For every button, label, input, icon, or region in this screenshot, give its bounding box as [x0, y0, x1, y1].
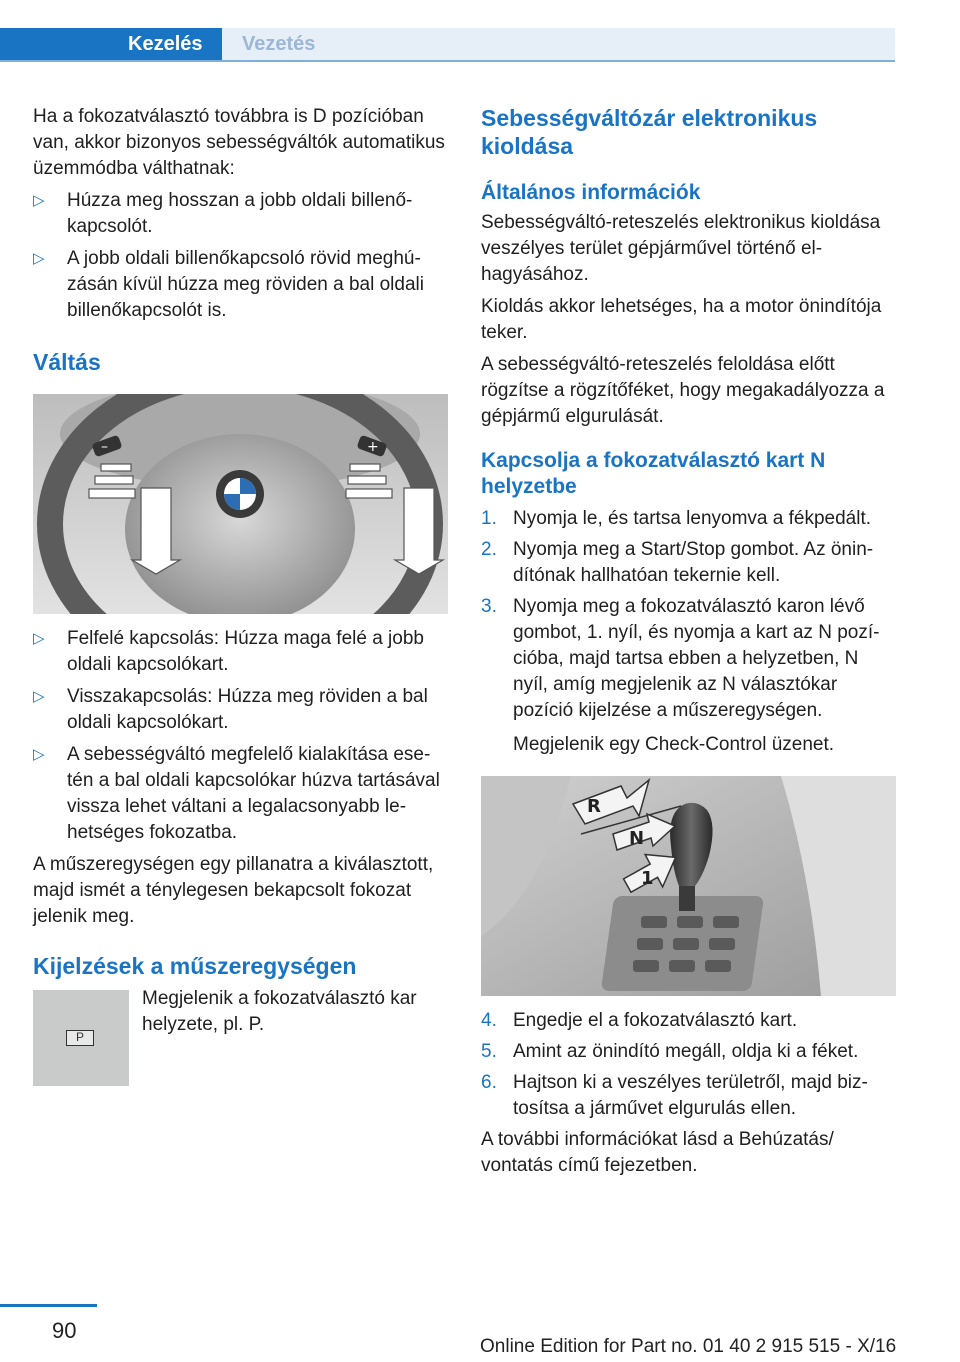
step-item [481, 537, 896, 589]
step-number: 3. [481, 596, 497, 617]
gear-selector-illustration [481, 776, 896, 996]
arrow-r-label: R [587, 796, 601, 817]
arrow-n-label: N [629, 828, 645, 849]
steering-wheel-image [33, 394, 448, 614]
step-item [481, 1070, 896, 1122]
bullet-item [33, 626, 448, 678]
bullet-text: Visszakapcsolás: Húzza meg röviden a bal oldali kapcsolókart. [67, 686, 428, 733]
header-tabs [0, 0, 895, 62]
triangle-bullet-icon: ▷ [33, 688, 45, 705]
bullet-item [33, 684, 448, 736]
step-number: 6. [481, 1072, 497, 1093]
general-paragraph-3: A sebességváltó-reteszelés feloldása előtt rögzítse a rögzítőféket, hogy megakadályozza a gépjármű elgurulását. [481, 354, 885, 427]
tab-vezetes[interactable]: Vezetés [222, 28, 895, 60]
footer-rule [0, 1304, 97, 1307]
bullet-text: A sebességváltó megfelelő kialakítása esetén a bal oldali kapcsolókar húzva tartásával vissza lehet váltani a legalacsonyabb lehetséges fokozatba. [67, 744, 440, 843]
right-column [481, 104, 896, 1185]
closing-paragraph: A további információkat lásd a Behúzatás/ vontatás című fejezetben. [481, 1129, 834, 1176]
triangle-bullet-icon: ▷ [33, 746, 45, 763]
step-number: 1. [481, 508, 497, 529]
bullet-item [33, 246, 448, 324]
triangle-bullet-icon: ▷ [33, 192, 45, 209]
tab-kezeles[interactable]: Kezelés [0, 28, 222, 60]
console-buttons [633, 916, 739, 972]
step-item [481, 506, 896, 532]
step-text: Nyomja meg a Start/Stop gombot. Az önindítónak hallhatóan tekernie kell. [513, 539, 874, 586]
step-number: 4. [481, 1010, 497, 1031]
heading-valtas: Váltás [33, 349, 101, 375]
edition-footer: Online Edition for Part no. 01 40 2 915 515 - X/16 [480, 1336, 897, 1357]
step-item [481, 1008, 896, 1034]
intro-paragraph: Ha a fokozatválasztó továbbra is D pozícióban van, akkor bizonyos sebességváltók automatikus üzemmódba válthatnak: [33, 106, 445, 179]
heading-sebessegvaltozar: Sebességváltózár elektronikus kioldása [481, 105, 818, 159]
display-description: Megjelenik a fokozatválasztó kar helyzete, pl. P. [142, 988, 417, 1035]
step-text: Nyomja meg a fokozatválasztó karon lévő gombot, 1. nyíl, és nyomja a kart az N pozícióba, majd tartsa ebben a helyzetben, N nyíl, amíg megjelenik az N választókar pozíció kijelzése a műszeregységen. [513, 596, 880, 721]
triangle-bullet-icon: ▷ [33, 630, 45, 647]
paddle-minus-label: – [101, 439, 108, 455]
heading-kijelzesek: Kijelzések a műszeregységen [33, 953, 357, 979]
display-block [33, 990, 448, 1090]
step-item [481, 594, 896, 724]
left-column [33, 104, 448, 1090]
header-divider [0, 60, 895, 62]
step-number: 2. [481, 539, 497, 560]
step-text: Nyomja le, és tartsa lenyomva a fékpedált. [513, 508, 872, 529]
heading-n-helyzet: Kapcsolja a fokozatválasztó kart N helyzetbe [481, 449, 826, 498]
bullet-text: A jobb oldali billenőkapcsoló rövid meghúzásán kívül húzza meg röviden a bal oldali billenőkapcsolót is. [67, 248, 424, 321]
gear-p-indicator: P [66, 1030, 94, 1046]
bullet-text: Húzza meg hosszan a jobb oldali billenőkapcsolót. [67, 190, 413, 237]
step-text: Engedje el a fokozatválasztó kart. [513, 1010, 798, 1031]
general-paragraph-1: Sebességváltó-reteszelés elektronikus kioldása veszélyes terület gépjárművel történő elhagyásához. [481, 212, 881, 285]
bullet-text: Felfelé kapcsolás: Húzza maga felé a jobb oldali kapcsolókart. [67, 628, 424, 675]
triangle-bullet-icon: ▷ [33, 250, 45, 267]
page-number: 90 [52, 1318, 77, 1343]
bullet-item [33, 188, 448, 240]
instrument-display-image [33, 990, 129, 1086]
gear-selector-image [481, 776, 896, 996]
check-control-note: Megjelenik egy Check-Control üzenet. [513, 734, 835, 755]
step-number: 5. [481, 1041, 497, 1062]
bullet-item [33, 742, 448, 846]
heading-altalanos: Általános információk [481, 181, 701, 204]
paddle-plus-label: + [367, 439, 379, 455]
step-text: Amint az önindító megáll, oldja ki a féket. [513, 1041, 859, 1062]
display-info-paragraph: A műszeregységen egy pillanatra a kiválasztott, majd ismét a ténylegesen bekapcsolt fokozat jelenik meg. [33, 854, 434, 927]
steering-wheel-illustration [33, 394, 448, 614]
step-item [481, 1039, 896, 1065]
step-text: Hajtson ki a veszélyes területről, majd biztosítsa a járművet elgurulás ellen. [513, 1072, 868, 1119]
general-paragraph-2: Kioldás akkor lehetséges, ha a motor önindítója teker. [481, 296, 882, 343]
arrow-1-label: 1 [641, 868, 654, 889]
